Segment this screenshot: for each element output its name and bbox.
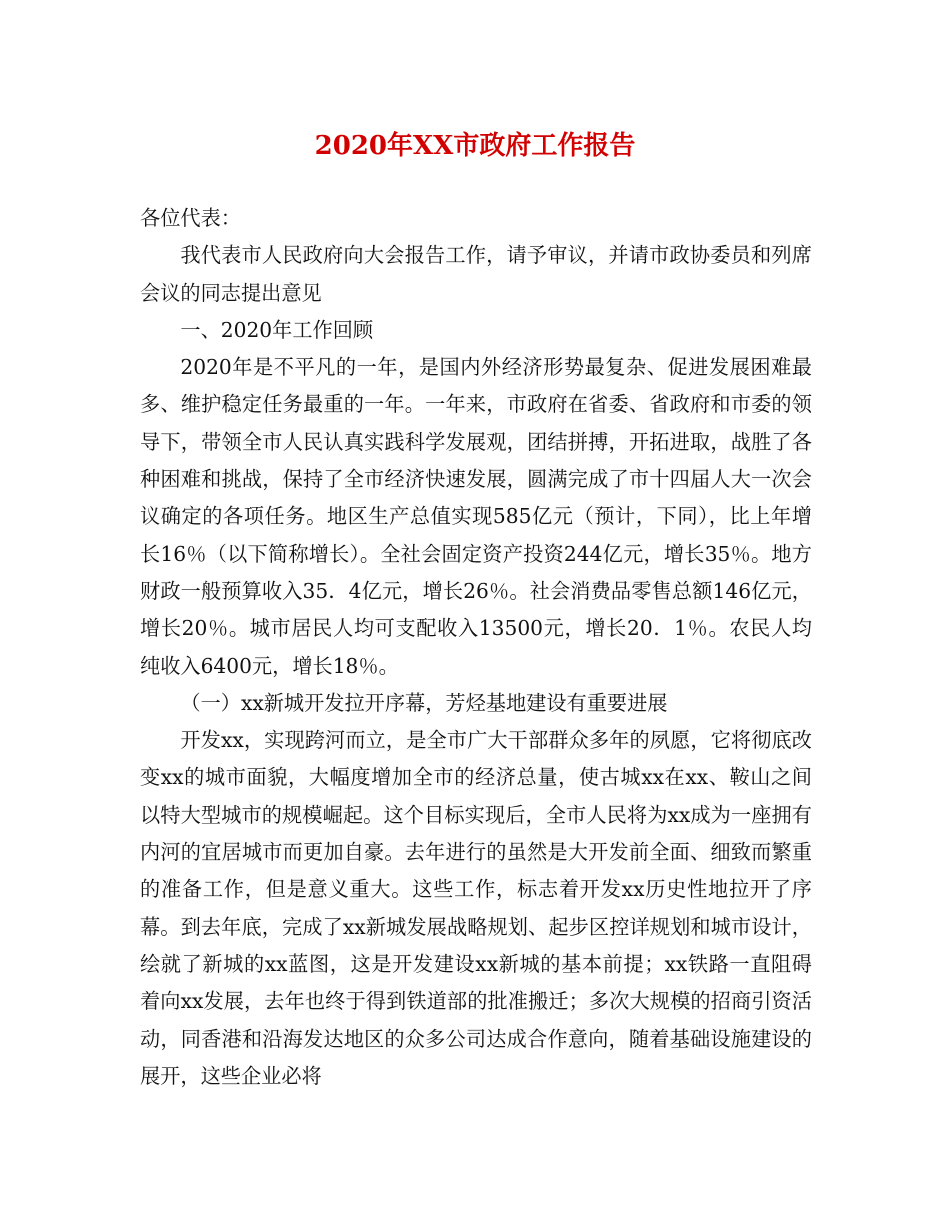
subsection-heading: （一）xx新城开发拉开序幕，芳烃基地建设有重要进展: [180, 690, 668, 715]
salutation: 各位代表：: [140, 206, 241, 230]
document-body: [140, 200, 812, 1095]
section-heading: 一、2020年工作回顾: [180, 317, 374, 342]
paragraph-intro: 我代表市人民政府向大会报告工作，请予审议，并请市政协委员和列席会议的同志提出意见: [140, 243, 812, 305]
document-title: 2020年XX市政府工作报告: [314, 131, 636, 161]
paragraph-new-city: 开发xx，实现跨河而立，是全市广大干部群众多年的夙愿，它将彻底改变xx的城市面貌，大幅度增加全市的经济总量，使古城xx在xx、鞍山之间以特大型城市的规模崛起。这个目标实现后，全市人民将为xx成为一座拥有内河的宜居城市而更加自豪。去年进行的虽然是大开发前全面、细致而繁重的准备工作，但是意义重大。这些工作，标志着开发xx历史性地拉开了序幕。到去年底，完成了xx新城发展战略规划、起步区控详规划和城市设计，绘就了新城的xx蓝图，这是开发建设xx新城的基本前提；xx铁路一直阻碍着向xx发展，去年也终于得到铁道部的批准搬迁；多次大规模的招商引资活动，同香港和沿海发达地区的众多公司达成合作意向，随着基础设施建设的展开，这些企业必将: [140, 728, 812, 1088]
paragraph-review: 2020年是不平凡的一年，是国内外经济形势最复杂、促进发展困难最多、维护稳定任务最重的一年。一年来，市政府在省委、省政府和市委的领导下，带领全市人民认真实践科学发展观，团结拼搏，开拓进取，战胜了各种困难和挑战，保持了全市经济快速发展，圆满完成了市十四届人大一次会议确定的各项任务。地区生产总值实现585亿元（预计，下同），比上年增长16％（以下简称增长）。全社会固定资产投资244亿元，增长35％。地方财政一般预算收入35．4亿元，增长26％。社会消费品零售总额146亿元，增长20％。城市居民人均可支配收入13500元，增长20．1％。农民人均纯收入6400元，增长18％。: [140, 355, 812, 678]
